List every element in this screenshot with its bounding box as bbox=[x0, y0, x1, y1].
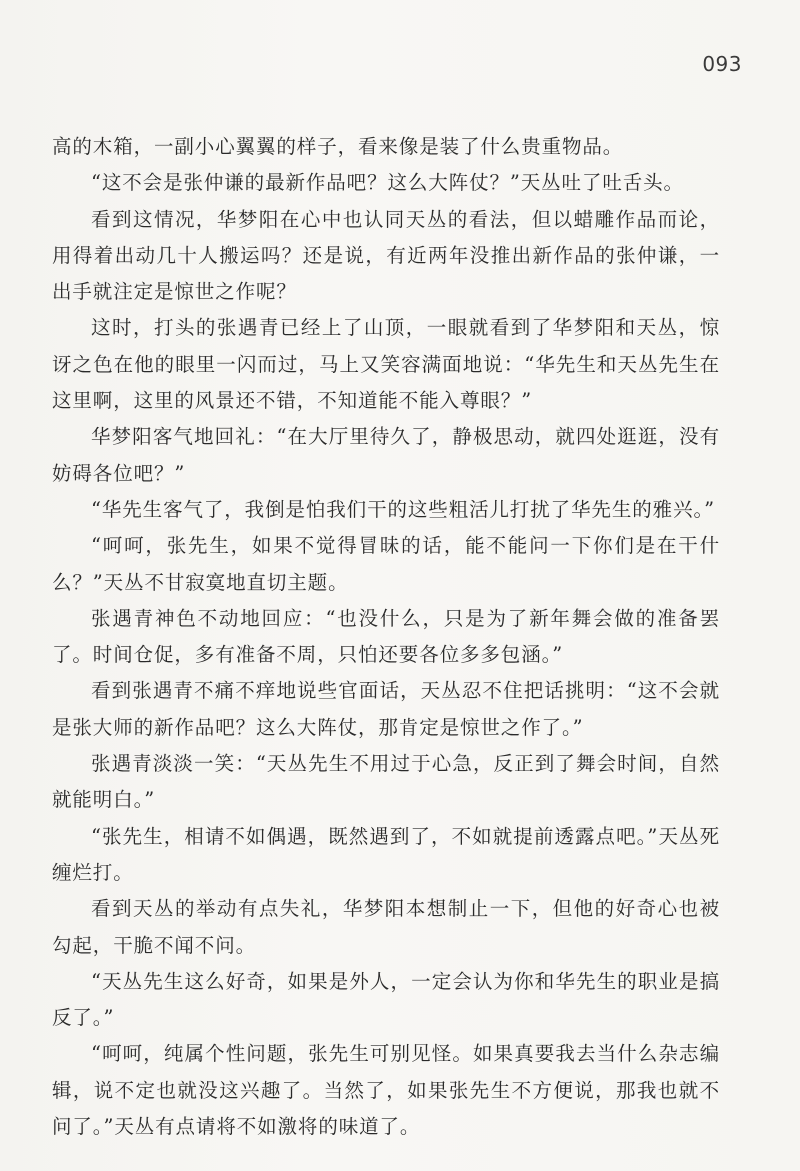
paragraph-2: “这不会是张仲谦的最新作品吧？这么大阵仗？”天丛吐了吐舌头。 bbox=[91, 171, 684, 195]
paragraph-14: “呵呵，纯属个性问题，张先生可别见怪。如果真要我去当什么杂志编辑，说不定也就没这兴趣了。当然了，如果张先生不方便说，那我也就不问了。”天丛有点请将不如激将的味道了。 bbox=[52, 1042, 720, 1139]
paragraph-8: 张遇青神色不动地回应：“也没什么，只是为了新年舞会做的准备罢了。时间仓促，多有准备不周，只怕还要各位多多包涵。” bbox=[52, 606, 720, 667]
page-number: 093 bbox=[702, 52, 742, 76]
paragraph-6: “华先生客气了，我倒是怕我们干的这些粗活儿打扰了华先生的雅兴。” bbox=[91, 497, 715, 521]
paragraph-10: 张遇青淡淡一笑：“天丛先生不用过于心急，反正到了舞会时间，自然就能明白。” bbox=[52, 752, 720, 812]
paragraph-3: 看到这情况，华梦阳在心中也认同天丛的看法，但以蜡雕作品而论，用得着出动几十人搬运吗？还是说，有近两年没推出新作品的张仲谦，一出手就注定是惊世之作呢？ bbox=[52, 207, 720, 304]
paragraph-5: 华梦阳客气地回礼：“在大厅里待久了，静极思动，就四处逛逛，没有妨碍各位吧？” bbox=[52, 425, 720, 485]
paragraph-11: “张先生，相请不如偶遇，既然遇到了，不如就提前透露点吧。”天丛死缠烂打。 bbox=[52, 824, 720, 884]
paragraph-9: 看到张遇青不痛不痒地说些官面话，天丛忍不住把话挑明：“这不会就是张大师的新作品吧？这么大阵仗，那肯定是惊世之作了。” bbox=[52, 679, 720, 739]
body-text bbox=[52, 129, 720, 1145]
paragraph-4: 这时，打头的张遇青已经上了山顶，一眼就看到了华梦阳和天丛，惊讶之色在他的眼里一闪而过，马上又笑容满面地说：“华先生和天丛先生在这里啊，这里的风景还不错，不知道能不能入尊眼？” bbox=[52, 316, 720, 413]
paragraph-7: “呵呵，张先生，如果不觉得冒昧的话，能不能问一下你们是在干什么？”天丛不甘寂寞地直切主题。 bbox=[52, 534, 720, 594]
paragraph-13: “天丛先生这么好奇，如果是外人，一定会认为你和华先生的职业是搞反了。” bbox=[52, 969, 720, 1030]
paragraph-1: 高的木箱，一副小心翼翼的样子，看来像是装了什么贵重物品。 bbox=[52, 135, 624, 158]
paragraph-12: 看到天丛的举动有点失礼，华梦阳本想制止一下，但他的好奇心也被勾起，干脆不闻不问。 bbox=[52, 897, 720, 957]
